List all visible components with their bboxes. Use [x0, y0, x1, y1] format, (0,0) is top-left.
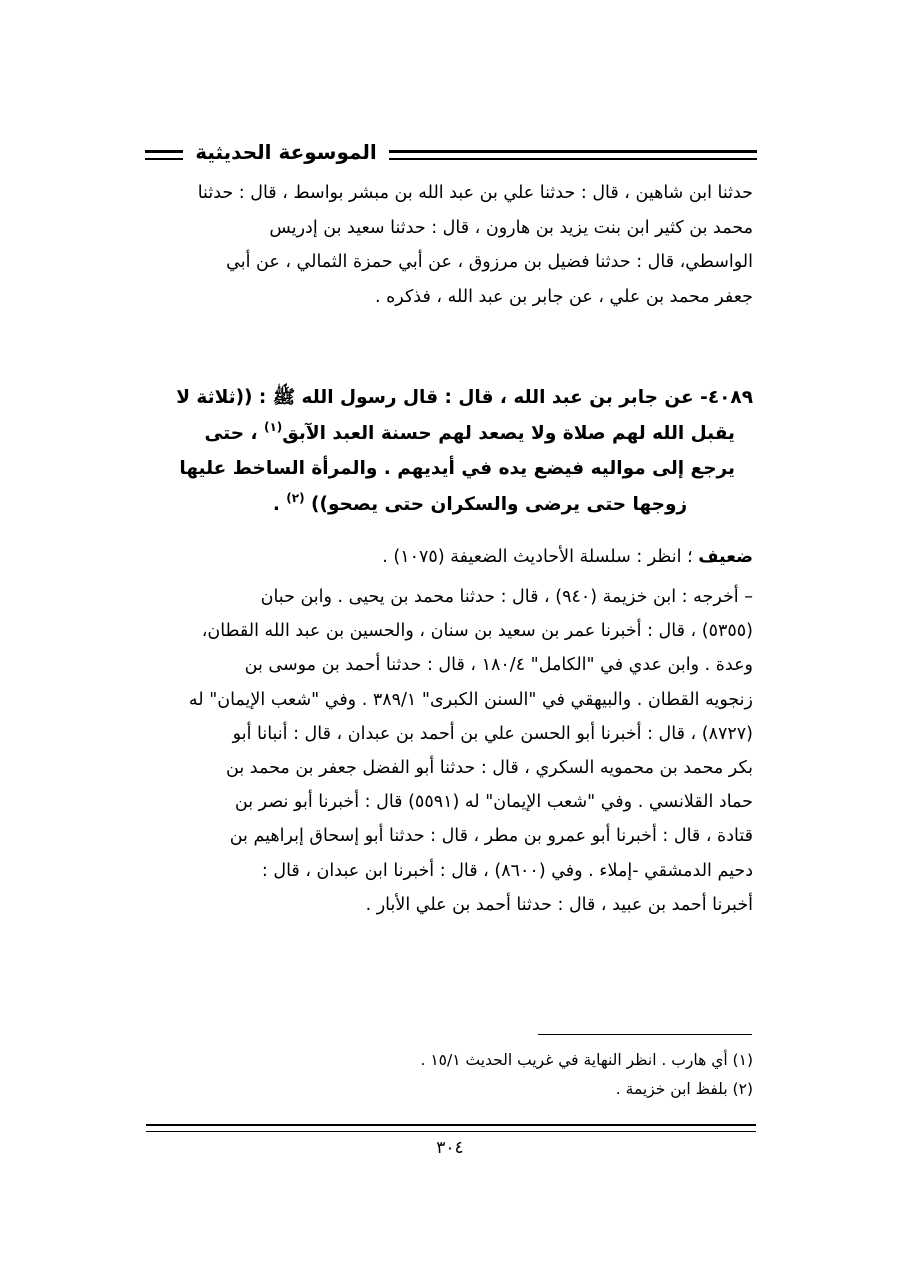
hadith-line — [147, 487, 753, 523]
grading-label: ضعيف — [698, 547, 753, 567]
grading-line — [147, 541, 753, 573]
takhrij-line: بكر محمد بن محمويه السكري ، قال : حدثنا أبو الفضل جعفر بن محمد بن — [226, 758, 753, 779]
takhrij-line: (٥٣٥٥) ، قال : أخبرنا عمر بن سعيد بن سنان ، والحسين بن عبد الله القطان، — [201, 621, 753, 642]
takhrij-line: (٨٧٢٧) ، قال : أخبرنا أبو الحسن علي بن أحمد بن عبدان ، قال : أنبانا أبو — [232, 723, 753, 744]
hadith-line: ٤٠٨٩- عن جابر بن عبد الله ، قال : قال رسول الله ﷺ : ((ثلاثة لا — [176, 387, 753, 408]
footnote: (١) أي هارب . انظر النهاية في غريب الحديث ١٥/١ . — [420, 1051, 753, 1069]
running-header — [145, 142, 757, 172]
hadith-text — [147, 380, 753, 522]
hadith-line: يرجع إلى مواليه فيضع يده في أيديهم . والمرأة الساخط عليها — [179, 458, 735, 479]
footnote-marker: (٢) — [286, 490, 305, 505]
hadith-line-part: زوجها حتى يرضى والسكران حتى يصحو)) — [304, 493, 688, 515]
hadith-line-part: ، حتى — [204, 422, 264, 444]
footnote-separator — [538, 1034, 752, 1035]
isnad-line: محمد بن كثير ابن بنت يزيد بن هارون ، قال : حدثنا سعيد بن إدريس — [269, 217, 753, 238]
isnad-paragraph — [147, 176, 753, 314]
grading-text: ؛ انظر : سلسلة الأحاديث الضعيفة (١٠٧٥) . — [382, 547, 699, 567]
isnad-line: الواسطي، قال : حدثنا فضيل بن مرزوق ، عن أبي حمزة الثمالي ، عن أبي — [226, 252, 753, 272]
footnote-marker: (١) — [263, 419, 283, 434]
takhrij-line: دحيم الدمشقي -إملاء . وفي (٨٦٠٠) ، قال : أخبرنا ابن عبدان ، قال : — [261, 860, 753, 881]
header-rule-left — [145, 150, 183, 160]
takhrij-line: حماد القلانسي . وفي "شعب الإيمان" له (٥٥٩١) قال : أخبرنا أبو نصر بن — [234, 792, 753, 813]
footer-rule — [146, 1124, 756, 1132]
hadith-line-part: يقبل الله لهم صلاة ولا يصعد لهم حسنة العبد الآبق — [282, 422, 735, 444]
takhrij-line: قتادة ، قال : أخبرنا أبو عمرو بن مطر ، قال : حدثنا أبو إسحاق إبراهيم بن — [229, 826, 753, 847]
takhrij-line: أخبرنا أحمد بن عبيد ، قال : حدثنا أحمد بن علي الأبار . — [365, 894, 753, 915]
takhrij-line: – أخرجه : ابن خزيمة (٩٤٠) ، قال : حدثنا محمد بن يحيى . وابن حبان — [260, 587, 753, 607]
takhrij-line: وعدة . وابن عدي في "الكامل" ١٨٠/٤ ، قال : حدثنا أحمد بن موسى بن — [244, 655, 753, 676]
header-rule-right — [389, 150, 757, 160]
isnad-line: جعفر محمد بن علي ، عن جابر بن عبد الله ، فذكره . — [375, 286, 753, 307]
takhrij-line: زنجويه القطان . والبيهقي في "السنن الكبرى" ٣٨٩/١ . وفي "شعب الإيمان" له — [188, 689, 753, 710]
page-number: ٣٠٤ — [436, 1138, 464, 1158]
takhrij-paragraph — [147, 580, 753, 922]
footnote: (٢) بلفظ ابن خزيمة . — [615, 1080, 753, 1098]
header-title: الموسوعة الحديثية — [195, 140, 377, 164]
hadith-line-part: . — [272, 493, 287, 515]
hadith-line — [147, 416, 753, 452]
isnad-line: حدثنا ابن شاهين ، قال : حدثنا علي بن عبد الله بن مبشر بواسط ، قال : حدثنا — [197, 183, 753, 203]
footnotes — [147, 1046, 753, 1104]
